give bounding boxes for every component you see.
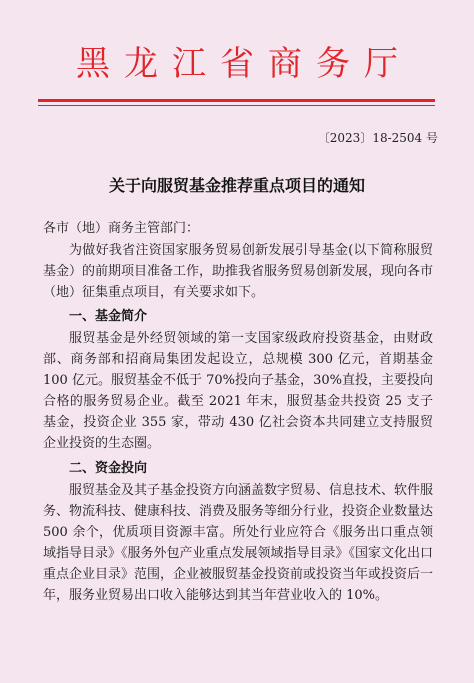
addressee: 各市（地）商务主管部门：: [43, 221, 200, 236]
masthead-title: 黑龙江省商务厅: [76, 44, 412, 84]
section-heading-investment-direction: 二、资金投向: [69, 461, 148, 476]
section-text-fund-intro: 服贸基金是外经贸领域的第一支国家级政府投资基金，由财政部、商务部和招商局集团发起设立，总规模 300 亿元，首期基金 100 亿元。服贸基金不低于 70%投向子基金，30%直投，主要投向合格的服务贸易企业。截至 2021 年末，服贸基金共投资 25 支子基金，投资企业 355 家，带动 430 亿社会资本共同建立支持服贸企业投资的生态圈。: [43, 331, 433, 451]
intro-paragraph: 为做好我省注资国家服务贸易创新发展引导基金(以下简称服贸基金）的前期项目准备工作，助推我省服务贸易创新发展，现向各市（地）征集重点项目，有关要求如下。: [43, 243, 434, 300]
document-number: 〔2023〕18-2504 号: [317, 131, 438, 145]
masthead-rule-thick: [38, 99, 435, 102]
document-title: 关于向服贸基金推荐重点项目的通知: [108, 176, 365, 195]
section-heading-fund-intro: 一、基金简介: [69, 309, 148, 324]
masthead-rule-thin: [38, 105, 435, 106]
section-text-investment-direction: 服贸基金及其子基金投资方向涵盖数字贸易、信息技术、软件服务、物流科技、健康科技、消费及服务等细分行业，投资企业数量达 500 余个，优质项目资源丰富。所处行业应符合《服务出口重点领域指导目录》《服务外包产业重点发展领域指导目录》《国家文化出口重点企业目录》范围，企业被服贸基金投资前或投资当年或投资后一年，服务业贸易出口收入能够达到其当年营业收入的 10%。: [43, 483, 434, 603]
